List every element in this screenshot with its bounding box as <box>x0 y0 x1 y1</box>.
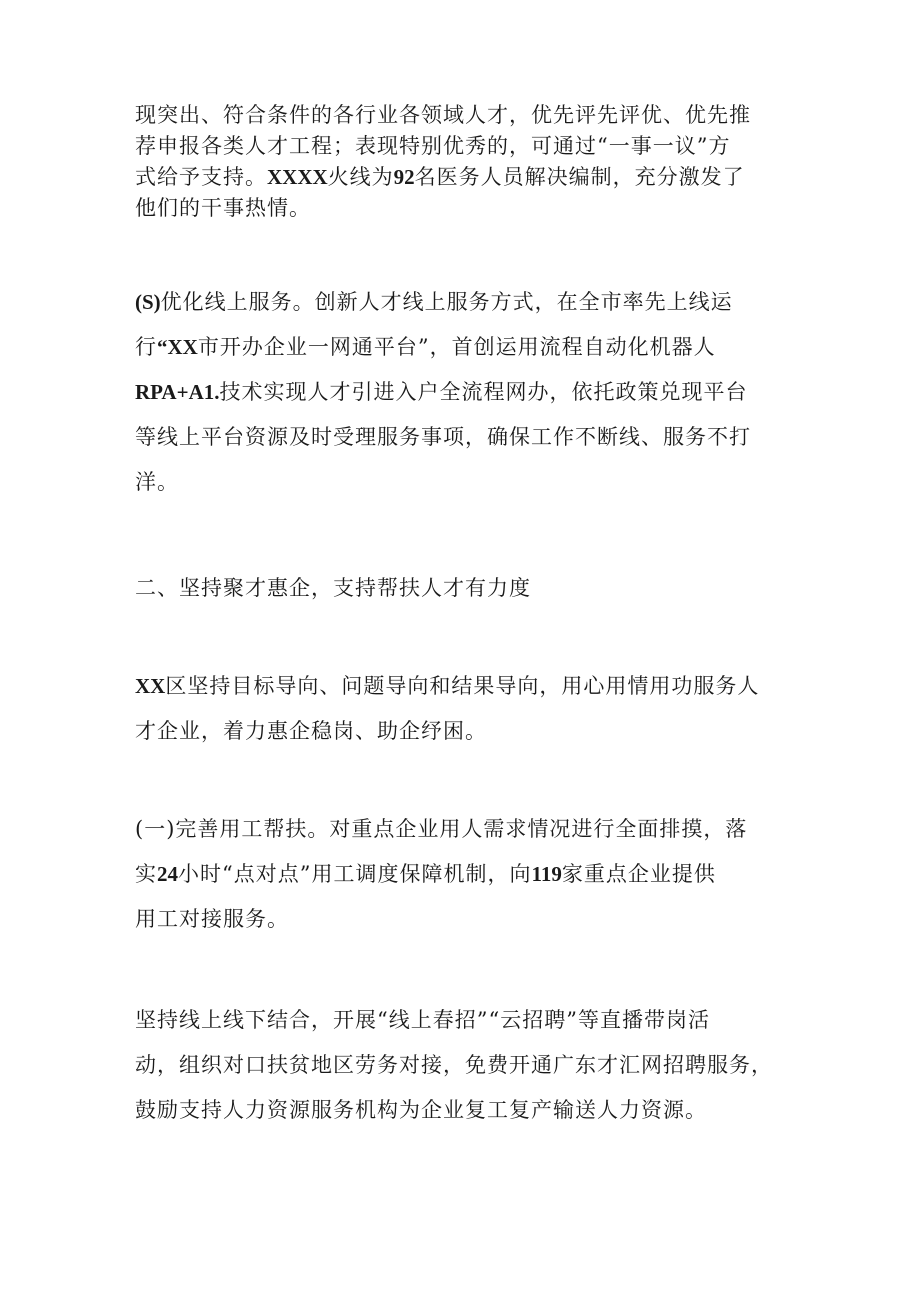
text-run: 家重点企业提供 <box>561 862 716 886</box>
text-run: 洋。 <box>135 470 179 494</box>
bold-text-run: (S) <box>135 290 161 314</box>
text-run: 坚持线上线下结合，开展“线上春招”“云招聘”等直播带岗活 <box>135 1008 710 1032</box>
bold-text-run: XXXX <box>267 165 328 189</box>
text-run: 他们的干事热情。 <box>135 196 311 220</box>
text-line <box>135 325 800 370</box>
text-line <box>135 280 800 325</box>
text-run: 小时“点对点”用工调度保障机制，向 <box>178 862 532 886</box>
text-run: 火线为 <box>327 165 394 189</box>
text-line <box>135 370 800 415</box>
text-run: 用工对接服务。 <box>135 907 289 931</box>
text-run: 荐申报各类人才工程；表现特别优秀的，可通过“一事一议”方 <box>135 134 731 158</box>
text-run: 优化线上服务。创新人才线上服务方式，在全市率先上线运 <box>160 290 733 314</box>
bold-text-run: 119 <box>531 862 562 886</box>
paragraph-online-service <box>135 280 800 505</box>
text-line <box>135 709 800 754</box>
text-line <box>135 131 800 162</box>
text-line <box>135 1088 800 1133</box>
text-run: 鼓励支持人力资源服务机构为企业复工复产输送人力资源。 <box>135 1098 707 1122</box>
text-run: 才企业，着力惠企稳岗、助企纾困。 <box>135 719 487 743</box>
text-line <box>135 852 800 897</box>
text-line <box>135 1043 800 1088</box>
text-line <box>135 566 800 611</box>
text-line <box>135 897 800 942</box>
text-run: 行 <box>135 335 157 359</box>
paragraph-employment-support <box>135 807 800 942</box>
text-line <box>135 100 800 131</box>
bold-text-run: 24 <box>157 862 178 886</box>
text-line <box>135 193 800 224</box>
text-run: 区坚持目标导向、问题导向和结果导向，用心用情用功服务人 <box>165 674 760 698</box>
section-heading <box>135 566 800 611</box>
bold-text-run: “XX <box>157 335 198 359</box>
text-run: 实 <box>135 862 157 886</box>
text-run: 式给予支持。 <box>135 165 267 189</box>
text-run: 名医务人员解决编制，充分激发了 <box>414 165 745 189</box>
text-run: 市开办企业一网通平台”，首创运用流程自动化机器人 <box>197 335 716 359</box>
text-run: 技术实现人才引进入户全流程网办，依托政策兑现平台 <box>219 380 748 404</box>
paragraph-district-goals <box>135 664 800 754</box>
text-run: 现突出、符合条件的各行业各领域人才，优先评先评优、优先推 <box>135 103 751 127</box>
heading-text: 二、坚持聚才惠企，支持帮扶人才有力度 <box>135 576 531 600</box>
text-run: (一)完善用工帮扶。对重点企业用人需求情况进行全面排摸，落 <box>135 817 748 841</box>
bold-text-run: RPA+A1. <box>135 380 220 404</box>
text-run: 等线上平台资源及时受理服务事项，确保工作不断线、服务不打 <box>135 425 751 449</box>
text-line <box>135 807 800 852</box>
text-line <box>135 664 800 709</box>
paragraph-online-offline <box>135 998 800 1133</box>
bold-text-run: XX <box>135 674 166 698</box>
paragraph-talent-support <box>135 100 800 224</box>
bold-text-run: 92 <box>393 165 415 189</box>
text-run: 动，组织对口扶贫地区劳务对接，免费开通广东才汇网招聘服务， <box>135 1053 773 1077</box>
text-line <box>135 998 800 1043</box>
text-line <box>135 415 800 460</box>
text-line <box>135 162 800 193</box>
text-line <box>135 460 800 505</box>
